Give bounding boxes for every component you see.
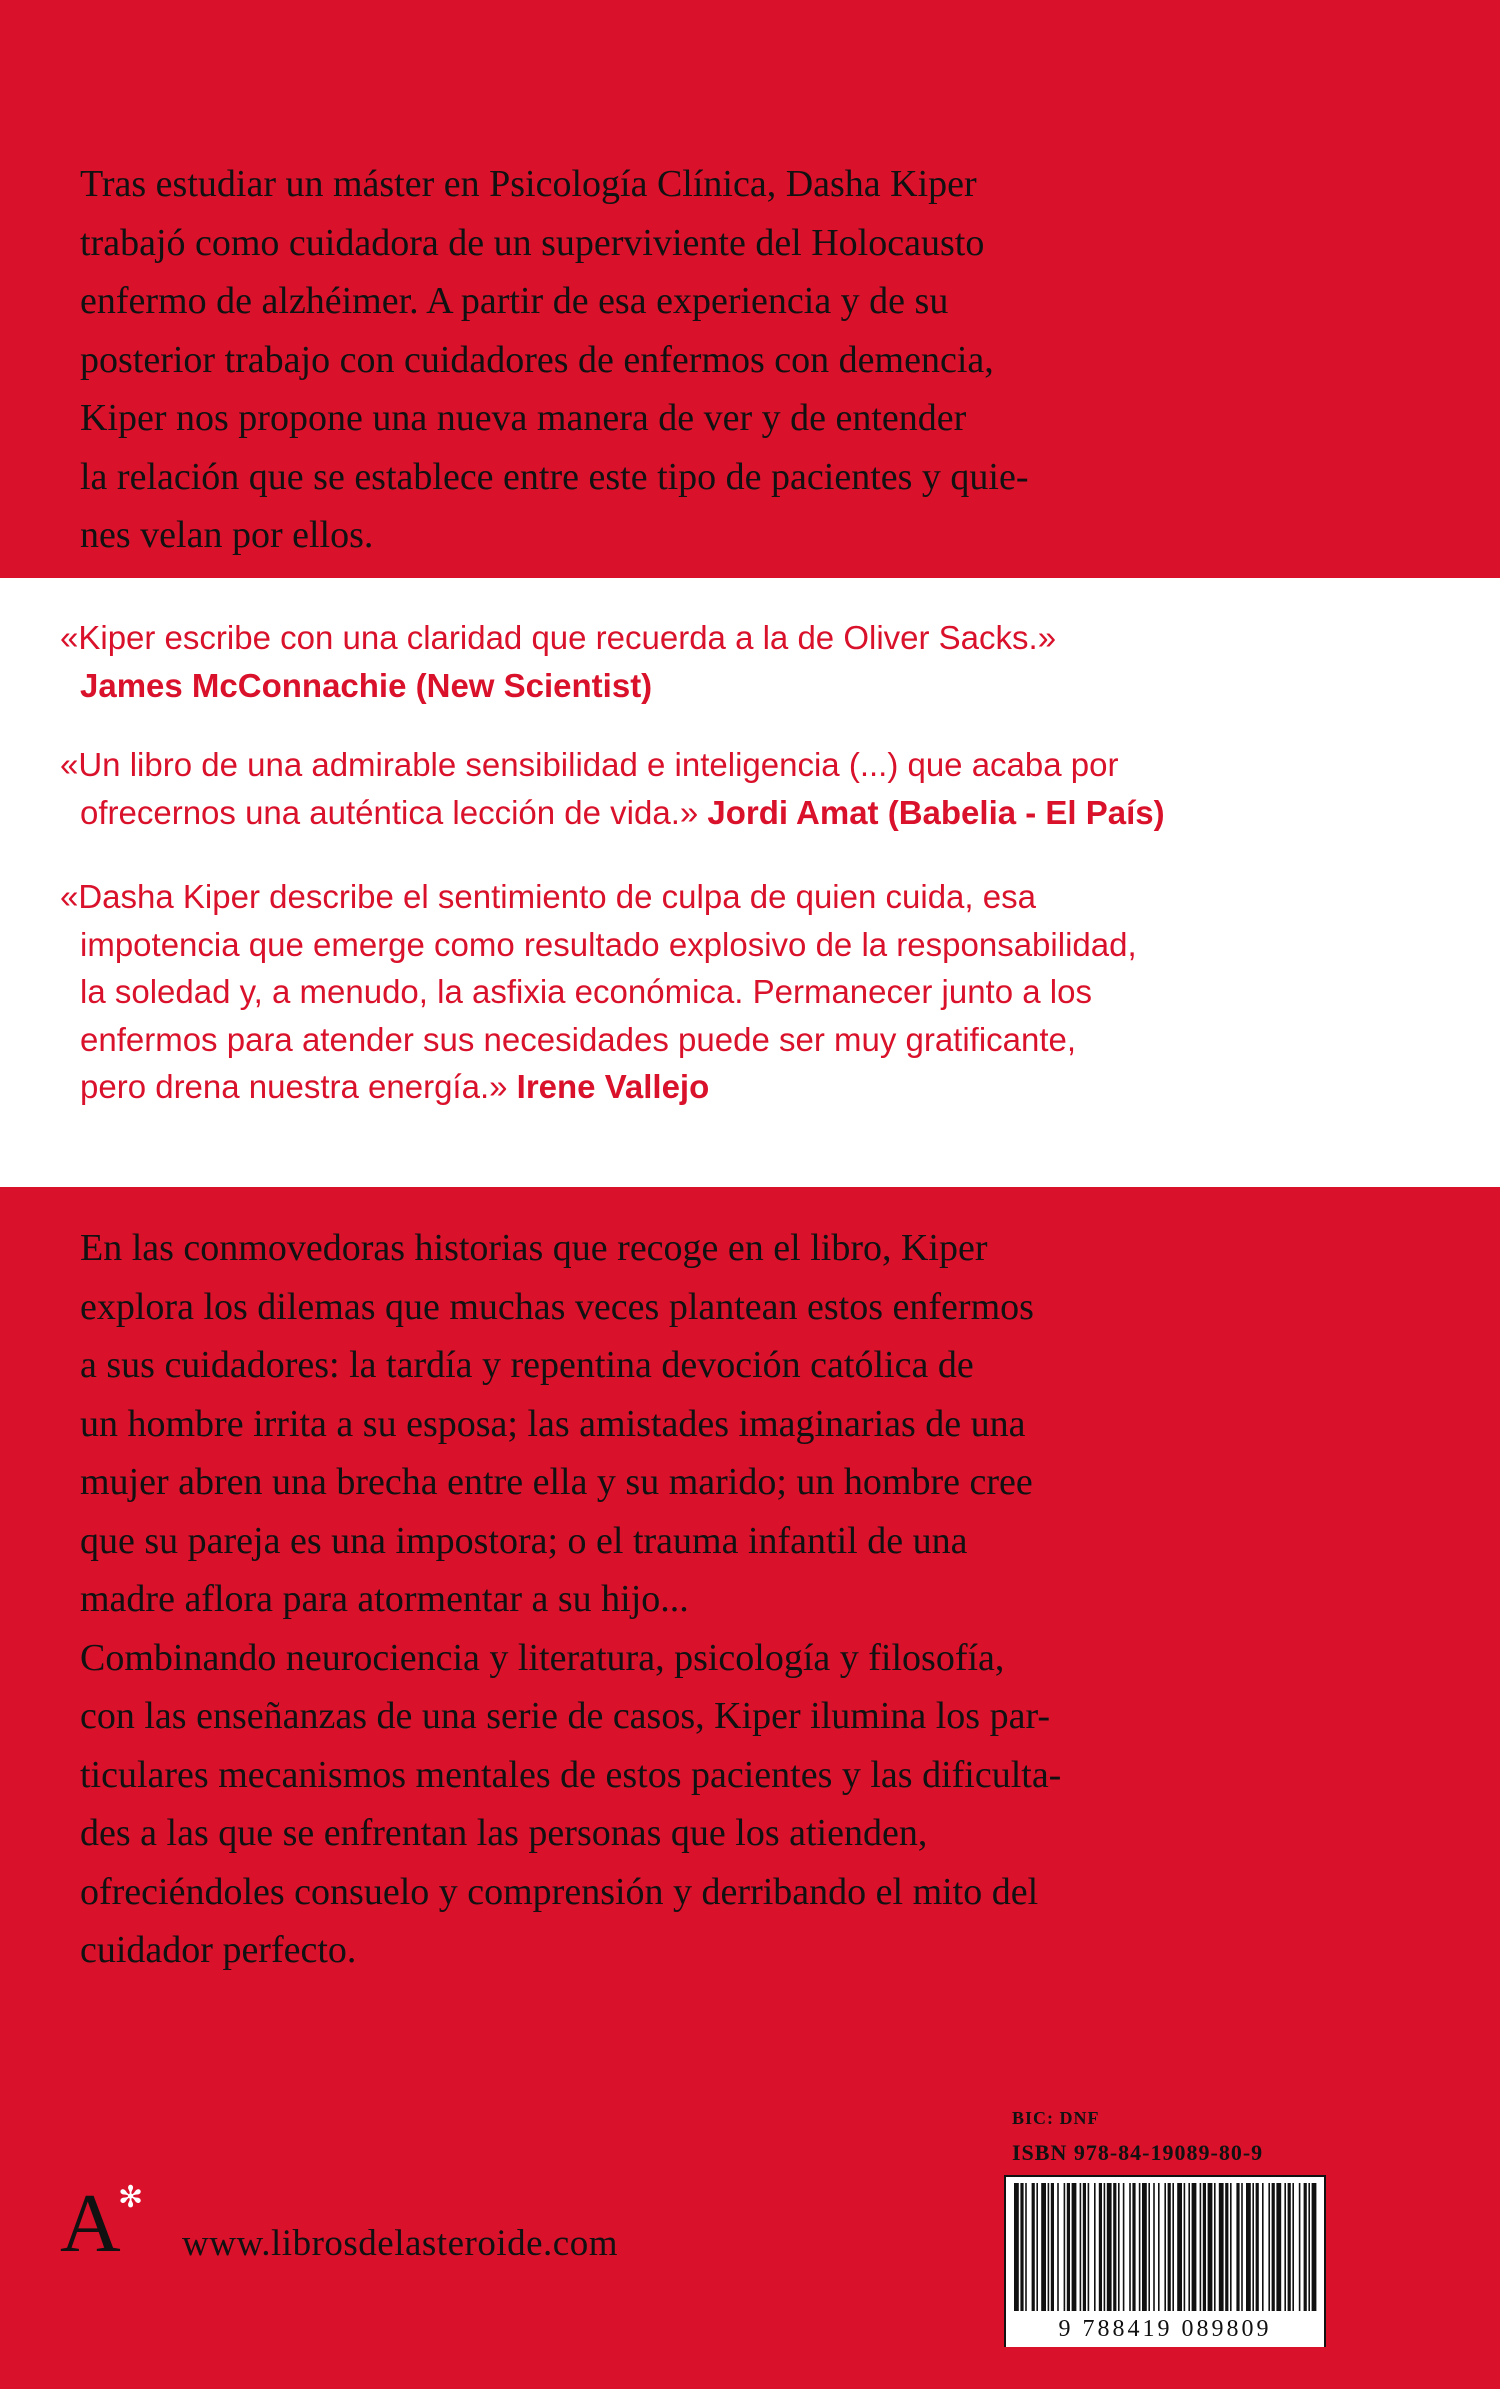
- top-paragraph: [80, 155, 1380, 565]
- paragraph-line: cuidador perfecto.: [80, 1929, 357, 1971]
- quote-mcconnachie: [60, 614, 1460, 709]
- paragraph-line: En las conmovedoras historias que recoge en el libro, Kiper: [80, 1227, 988, 1269]
- quote-line: ofrecernos una auténtica lección de vida.»: [80, 793, 699, 831]
- bic-code: BIC: DNF: [1012, 2108, 1100, 2128]
- paragraph-line: mujer abren una brecha entre ella y su marido; un hombre cree: [80, 1461, 1033, 1503]
- quote-author: Jordi Amat (Babelia - El País): [707, 793, 1165, 831]
- paragraph-line: ticulares mecanismos mentales de estos pacientes y las dificulta-: [80, 1753, 1062, 1796]
- publisher-logo: A: [60, 2177, 121, 2270]
- paragraph-line: Tras estudiar un máster en Psicología Clínica, Dasha Kiper: [80, 163, 977, 205]
- paragraph-line: con las enseñanzas de una serie de casos, Kiper ilumina los par-: [80, 1695, 1051, 1737]
- paragraph-line: Combinando neurociencia y literatura, psicología y filosofía,: [80, 1636, 1005, 1679]
- quote-line: «Dasha Kiper describe el sentimiento de culpa de quien cuida, esa: [60, 878, 1036, 915]
- quote-author: Irene Vallejo: [516, 1068, 710, 1105]
- paragraph-line: un hombre irrita a su esposa; las amistades imaginarias de una: [80, 1402, 1026, 1445]
- paragraph-line: madre aflora para atormentar a su hijo...: [80, 1578, 689, 1620]
- quote-line: enfermos para atender sus necesidades puede ser muy gratificante,: [80, 1020, 1077, 1058]
- paragraph-line: Kiper nos propone una nueva manera de ver y de entender: [80, 397, 967, 439]
- paragraph-line: nes velan por ellos.: [80, 514, 374, 556]
- paragraph-line: trabajó como cuidadora de un superviviente del Holocausto: [80, 221, 985, 264]
- quote-line: pero drena nuestra energía.»: [80, 1068, 508, 1105]
- quote-line: la soledad y, a menudo, la asfixia económica. Permanecer junto a los: [80, 973, 1092, 1010]
- paragraph-line: enfermo de alzhéimer. A partir de esa experiencia y de su: [80, 280, 949, 322]
- bottom-paragraph: [80, 1219, 1380, 1980]
- isbn-code: ISBN 978-84-19089-80-9: [1012, 2140, 1264, 2165]
- publisher-website: www.librosdelasteroide.com: [182, 2223, 618, 2264]
- asterisk-icon: ✻: [118, 2180, 144, 2215]
- barcode-number: 9 788419 089809: [1006, 2311, 1324, 2347]
- quote-line: «Kiper escribe con una claridad que recuerda a la de Oliver Sacks.»: [60, 619, 1057, 656]
- quote-line: «Un libro de una admirable sensibilidad e inteligencia (...) que acaba por: [60, 746, 1119, 783]
- quote-vallejo: [60, 873, 1460, 1111]
- paragraph-line: posterior trabajo con cuidadores de enfermos con demencia,: [80, 338, 994, 381]
- quote-author: James McConnachie (New Scientist): [80, 666, 653, 704]
- paragraph-line: la relación que se establece entre este tipo de pacientes y quie-: [80, 455, 1029, 498]
- paragraph-line: a sus cuidadores: la tardía y repentina devoción católica de: [80, 1344, 974, 1386]
- paragraph-line: ofreciéndoles consuelo y comprensión y derribando el mito del: [80, 1870, 1039, 1913]
- quote-amat: [60, 741, 1460, 836]
- paragraph-line: des a las que se enfrentan las personas que los atienden,: [80, 1812, 928, 1854]
- quote-line: impotencia que emerge como resultado explosivo de la responsabilidad,: [80, 925, 1137, 963]
- paragraph-line: que su pareja es una impostora; o el trauma infantil de una: [80, 1519, 968, 1562]
- paragraph-line: explora los dilemas que muchas veces plantean estos enfermos: [80, 1285, 1034, 1328]
